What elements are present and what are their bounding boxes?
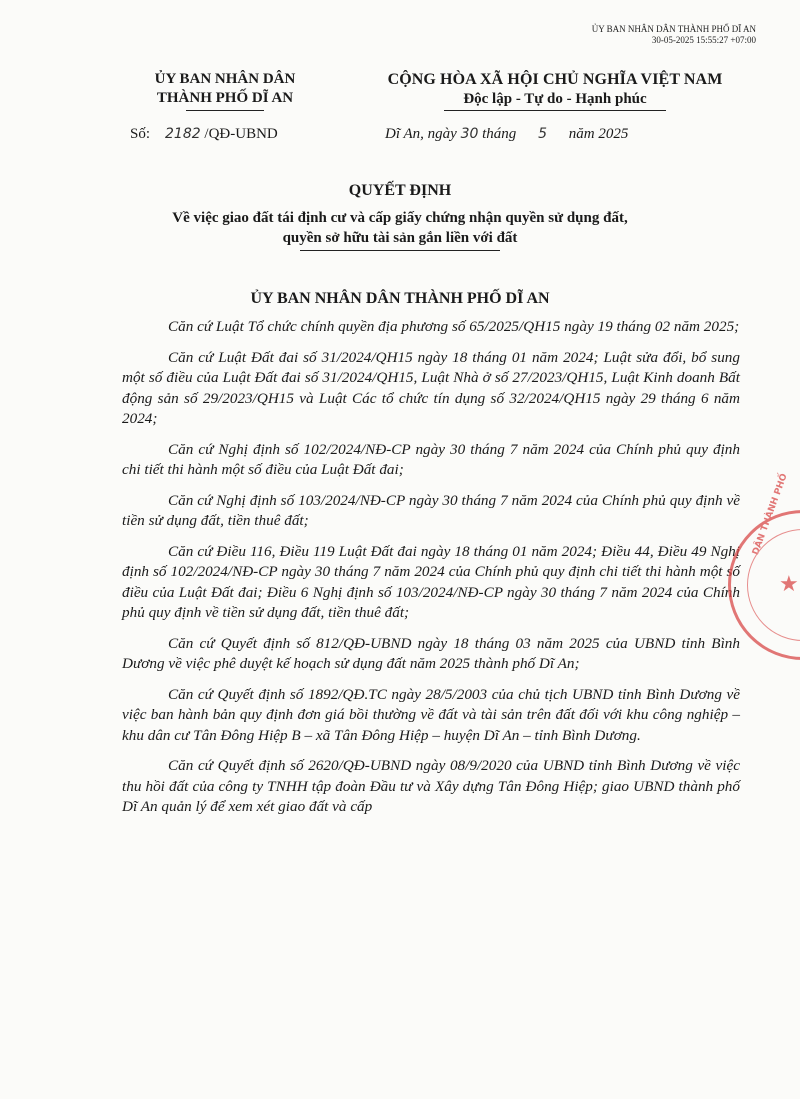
paragraph: Căn cứ Quyết định số 812/QĐ-UBND ngày 18 tháng 03 năm 2025 của UBND tỉnh Bình Dương về việc phê duyệt kế hoạch sử dụng đất năm 2025 thành phố Dĩ An; bbox=[122, 634, 740, 672]
number-handwritten: 2182 bbox=[165, 126, 201, 142]
subject-line-1: Về việc giao đất tái định cư và cấp giấy chứng nhận quyền sử dụng đất, bbox=[172, 210, 628, 226]
paragraph: Căn cứ Luật Đất đai số 31/2024/QH15 ngày 18 tháng 01 năm 2024; Luật sửa đổi, bổ sung một số điều của Luật Đất đai số 31/2024/QH15, Luật Nhà ở số 27/2023/QH15, Luật Kinh doanh Bất động sản số 29/2023/QH15 và Luật Các tổ chức tín dụng số 32/2024/QH15 ngày 29 tháng 6 năm 2024; bbox=[122, 348, 740, 427]
date-year: năm 2025 bbox=[568, 126, 629, 142]
paragraph: Căn cứ Nghị định số 102/2024/NĐ-CP ngày 30 tháng 7 năm 2024 của Chính phủ quy định chi tiết thi hành một số điều của Luật Đất đai; bbox=[122, 440, 740, 478]
decision-subject bbox=[100, 208, 700, 251]
decision-title: QUYẾT ĐỊNH bbox=[348, 182, 452, 199]
org-line-2: THÀNH PHỐ DĨ AN bbox=[156, 90, 294, 106]
date-month: 5 bbox=[538, 126, 547, 142]
org-underline bbox=[186, 110, 264, 111]
date-month-label: tháng bbox=[482, 126, 517, 142]
paragraph: Căn cứ Quyết định số 1892/QĐ.TC ngày 28/5/2003 của chủ tịch UBND tỉnh Bình Dương về việc ban hành bản quy định đơn giá bồi thường về đất và tài sản trên đất đối với khu công nghiệp – khu dân cư Tân Đông Hiệp B – xã Tân Đông Hiệp – huyện Dĩ An – tỉnh Bình Dương. bbox=[122, 685, 740, 744]
signature-timestamp: 30-05-2025 15:55:27 +07:00 bbox=[651, 35, 756, 45]
date-day: 30 bbox=[460, 126, 479, 142]
document-number bbox=[130, 126, 278, 143]
document-date bbox=[385, 126, 628, 143]
motto-underline bbox=[444, 110, 666, 111]
star-icon: ★ bbox=[779, 571, 799, 596]
issuer-title: ỦY BAN NHÂN DÂN THÀNH PHỐ DĨ AN bbox=[250, 290, 550, 307]
subject-line-2: quyền sở hữu tài sản gắn liền với đất bbox=[282, 230, 518, 246]
nation-motto: Độc lập - Tự do - Hạnh phúc bbox=[463, 91, 647, 107]
subject-underline bbox=[300, 250, 500, 251]
number-prefix: Số: bbox=[130, 126, 151, 142]
digital-signature-stamp bbox=[456, 24, 756, 46]
number-suffix: /QĐ-UBND bbox=[204, 126, 278, 142]
org-line-1: ỦY BAN NHÂN DÂN bbox=[154, 71, 296, 87]
issuing-agency bbox=[130, 70, 320, 111]
paragraph: Căn cứ Luật Tổ chức chính quyền địa phương số 65/2025/QH15 ngày 19 tháng 02 năm 2025; bbox=[168, 318, 740, 335]
signature-org: ỦY BAN NHÂN DÂN THÀNH PHỐ DĨ AN bbox=[591, 24, 756, 34]
paragraph: Căn cứ Điều 116, Điều 119 Luật Đất đai ngày 18 tháng 01 năm 2024; Điều 44, Điều 49 Nghị định số 102/2024/NĐ-CP ngày 30 tháng 7 năm 2024 của Chính phủ quy định chi tiết thi hành một số điều của Luật Đất đai; Điều 6 Nghị định số 103/2024/NĐ-CP ngày 30 tháng 7 năm 2024 của Chính phủ quy định về tiền sử dụng đất, tiền thuê đất; bbox=[122, 542, 740, 621]
nation-title: CỘNG HÒA XÃ HỘI CHỦ NGHĨA VIỆT NAM bbox=[387, 71, 723, 88]
paragraph: Căn cứ Nghị định số 103/2024/NĐ-CP ngày 30 tháng 7 năm 2024 của Chính phủ quy định về tiền sử dụng đất, tiền thuê đất; bbox=[122, 491, 740, 529]
legal-basis bbox=[122, 317, 740, 828]
paragraph: Căn cứ Quyết định số 2620/QĐ-UBND ngày 08/9/2020 của UBND tỉnh Bình Dương về việc thu hồi đất của công ty TNHH tập đoàn Đầu tư và Xây dựng Tân Đông Hiệp; giao UBND thành phố Dĩ An quản lý để xem xét giao đất và cấp bbox=[122, 757, 740, 815]
national-header bbox=[340, 70, 770, 111]
seal-text: DÂN THÀNH PHỐ bbox=[751, 472, 790, 557]
date-prefix: Dĩ An, ngày bbox=[385, 126, 457, 142]
